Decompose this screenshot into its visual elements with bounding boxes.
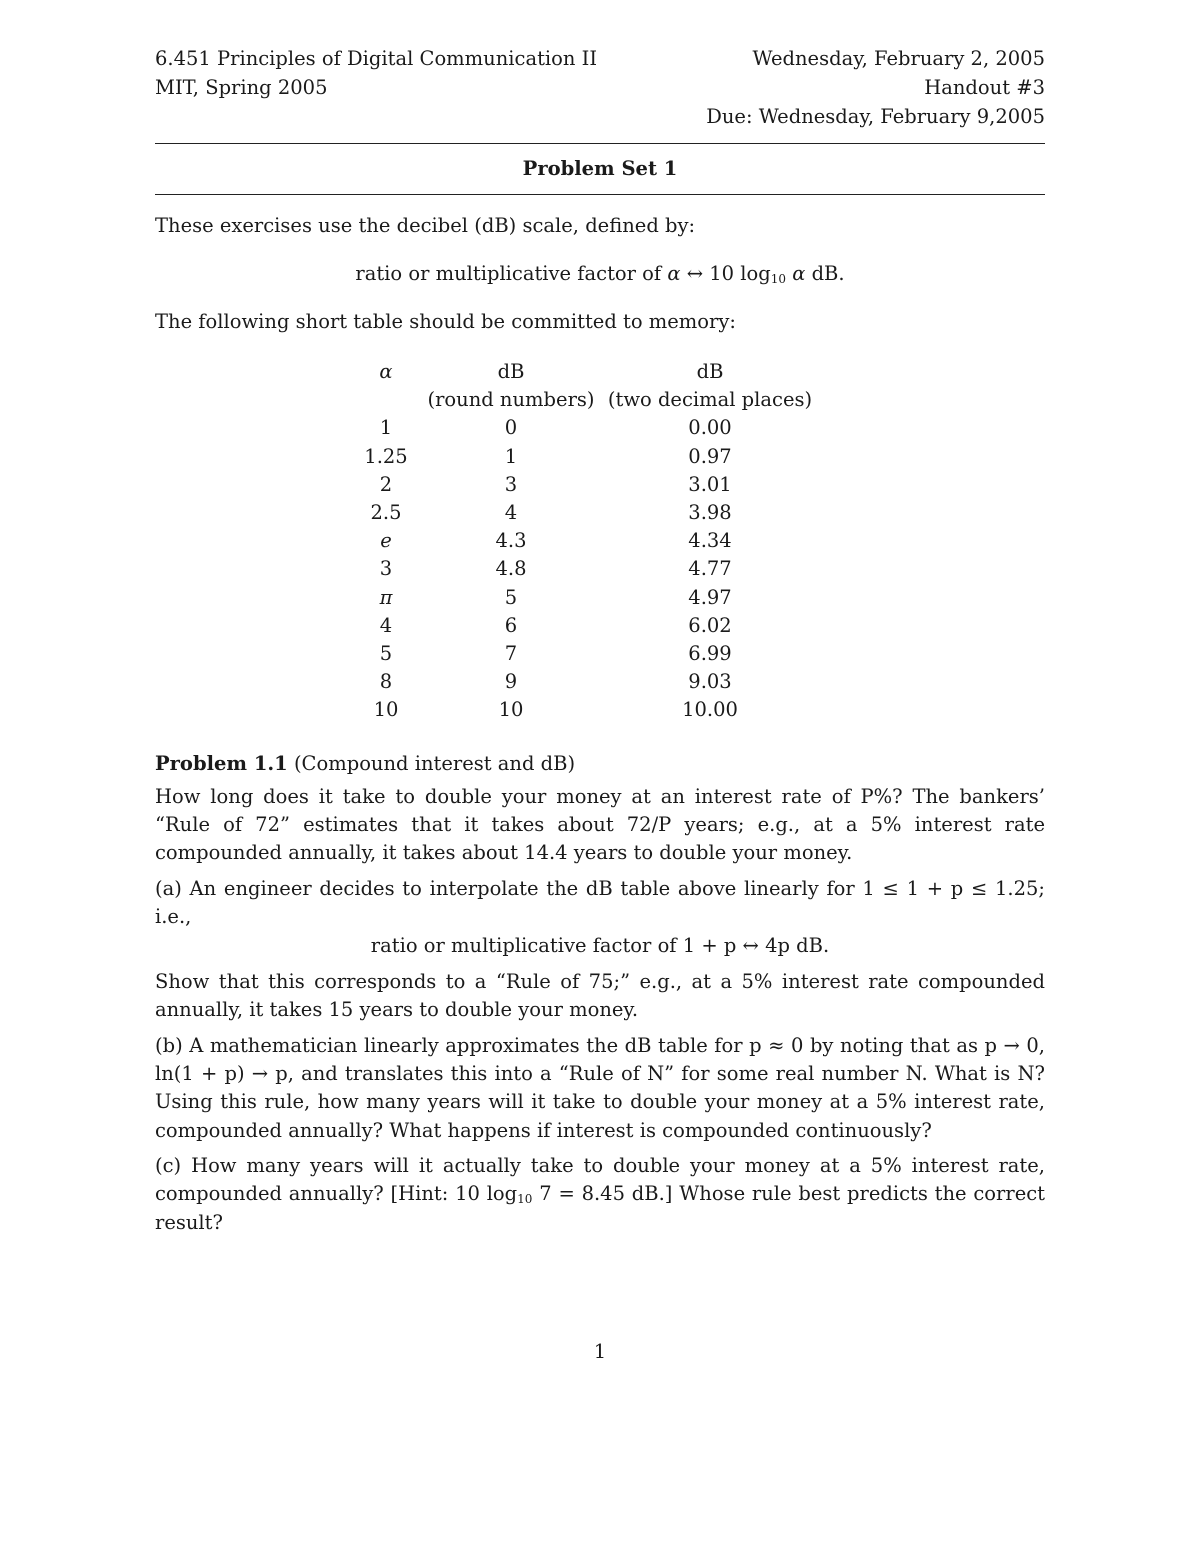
cell-db-decimal: 0.97 [688, 444, 732, 468]
problem-set-title: Problem Set 1 [522, 157, 678, 180]
handout-date: Wednesday, February 2, 2005 [752, 47, 1045, 70]
cell-db-round: 1 [504, 444, 518, 468]
part-a-text: (a) An engineer decides to interpolate the dB table above linearly for 1 ≤ 1 + p ≤ 1.25; i.e., [155, 876, 1045, 928]
part-c-post: 7 = 8.45 dB.] Whose rule best predicts the correct result? [155, 1182, 1045, 1234]
cell-db-decimal: 9.03 [688, 670, 732, 694]
school-term: MIT, Spring 2005 [155, 76, 328, 99]
col-header-db-round: dB [497, 360, 525, 383]
db-table [351, 358, 819, 725]
col-header-db-decimal: dB [696, 360, 724, 383]
part-c-log-base: 10 [517, 1192, 533, 1207]
document-page [155, 44, 1045, 1237]
table-header-row [351, 358, 819, 386]
definition-text: ratio or multiplicative factor of [355, 262, 668, 285]
table-row [351, 668, 819, 696]
table-row [351, 499, 819, 527]
cell-db-decimal: 3.98 [688, 501, 732, 525]
cell-alpha: 10 [373, 698, 399, 722]
table-row [351, 584, 819, 612]
definition-unit: dB. [805, 262, 845, 285]
cell-alpha: 1.25 [364, 444, 408, 468]
cell-db-decimal: 3.01 [688, 472, 732, 496]
cell-alpha: 3 [379, 557, 393, 581]
col-header-alpha: α [379, 360, 393, 383]
cell-db-round: 4.3 [495, 529, 527, 553]
course-title: 6.451 Principles of Digital Communication II [155, 47, 598, 70]
table-row [351, 555, 819, 583]
part-b-text: (b) A mathematician linearly approximates the dB table for p ≈ 0 by noting that as p → 0, ln(1 + p) → p, and translates this into a “Rule of N” for some real number N. What is N? Using this rule, how many years will it take to double your money at a 5% interest rate, compounded annually? What happens if interest is compounded continuously? [155, 1033, 1045, 1142]
cell-db-round: 10 [498, 698, 524, 722]
part-c-pre: (c) How many years will it actually take to double your money at a 5% interest rate, compounded annually? [Hint: 10 log [155, 1153, 1045, 1206]
table-row [351, 471, 819, 499]
cell-alpha: 1 [379, 416, 393, 440]
table-row [351, 640, 819, 668]
part-c-text [155, 1152, 1045, 1237]
problem-label: Problem 1.1 [155, 751, 288, 775]
cell-db-round: 0 [504, 416, 518, 440]
cell-db-round: 3 [504, 472, 518, 496]
cell-db-decimal: 6.99 [688, 642, 732, 666]
cell-alpha: 8 [379, 670, 393, 694]
problem-intro: How long does it take to double your money at an interest rate of P%? The bankers’ “Rule of 72” estimates that it takes about 72/P years; e.g., at a 5% interest rate compounded annually, it takes about 14.4 years to double your money. [155, 784, 1045, 865]
log-base: 10 [770, 272, 786, 286]
part-a-equation: ratio or multiplicative factor of 1 + p ↔ 4p dB. [370, 934, 830, 958]
cell-alpha: 2.5 [370, 501, 402, 525]
col-subheader-round: (round numbers) [427, 388, 595, 412]
table-row [351, 527, 819, 555]
db-definition [155, 260, 1045, 288]
cell-alpha: 5 [379, 642, 393, 666]
problem-topic: (Compound interest and dB) [287, 751, 576, 775]
page-number: 1 [593, 1340, 607, 1363]
part-a-show: Show that this corresponds to a “Rule of 75;” e.g., at a 5% interest rate compounded annually, it takes 15 years to double your money. [155, 970, 1045, 1022]
cell-db-round: 5 [504, 585, 518, 609]
cell-db-decimal: 10.00 [682, 698, 738, 722]
alpha-symbol-2: α [786, 262, 806, 285]
intro-text: These exercises use the decibel (dB) scale, defined by: [155, 214, 696, 237]
cell-db-round: 9 [504, 670, 518, 694]
table-subheader-row [351, 386, 819, 414]
col-subheader-decimal: (two decimal places) [607, 388, 813, 412]
cell-alpha: π [379, 585, 393, 609]
problem-heading [155, 749, 1045, 779]
cell-db-round: 4 [504, 501, 518, 525]
due-date: Due: Wednesday, February 9,2005 [706, 105, 1045, 128]
header-row-2 [155, 73, 1045, 102]
header-row-3 [155, 102, 1045, 131]
alpha-symbol: α [667, 262, 681, 285]
cell-db-decimal: 4.77 [688, 557, 732, 581]
cell-alpha: 2 [379, 472, 393, 496]
cell-db-decimal: 6.02 [688, 613, 732, 637]
definition-arrow-log: ↔ 10 log [680, 262, 771, 285]
header-row-1 [155, 44, 1045, 73]
bottom-rule [155, 194, 1045, 195]
cell-alpha: e [380, 529, 392, 553]
cell-db-round: 7 [504, 642, 518, 666]
table-row [351, 612, 819, 640]
table-row [351, 443, 819, 471]
cell-db-decimal: 0.00 [688, 416, 732, 440]
table-row [351, 414, 819, 442]
table-row [351, 696, 819, 724]
cell-db-round: 6 [504, 613, 518, 637]
table-intro: The following short table should be committed to memory: [155, 310, 736, 333]
handout-number: Handout #3 [924, 76, 1045, 99]
cell-alpha: 4 [379, 613, 393, 637]
cell-db-round: 4.8 [495, 557, 527, 581]
cell-db-decimal: 4.97 [688, 585, 732, 609]
cell-db-decimal: 4.34 [688, 529, 732, 553]
col-subheader-alpha [351, 386, 421, 414]
